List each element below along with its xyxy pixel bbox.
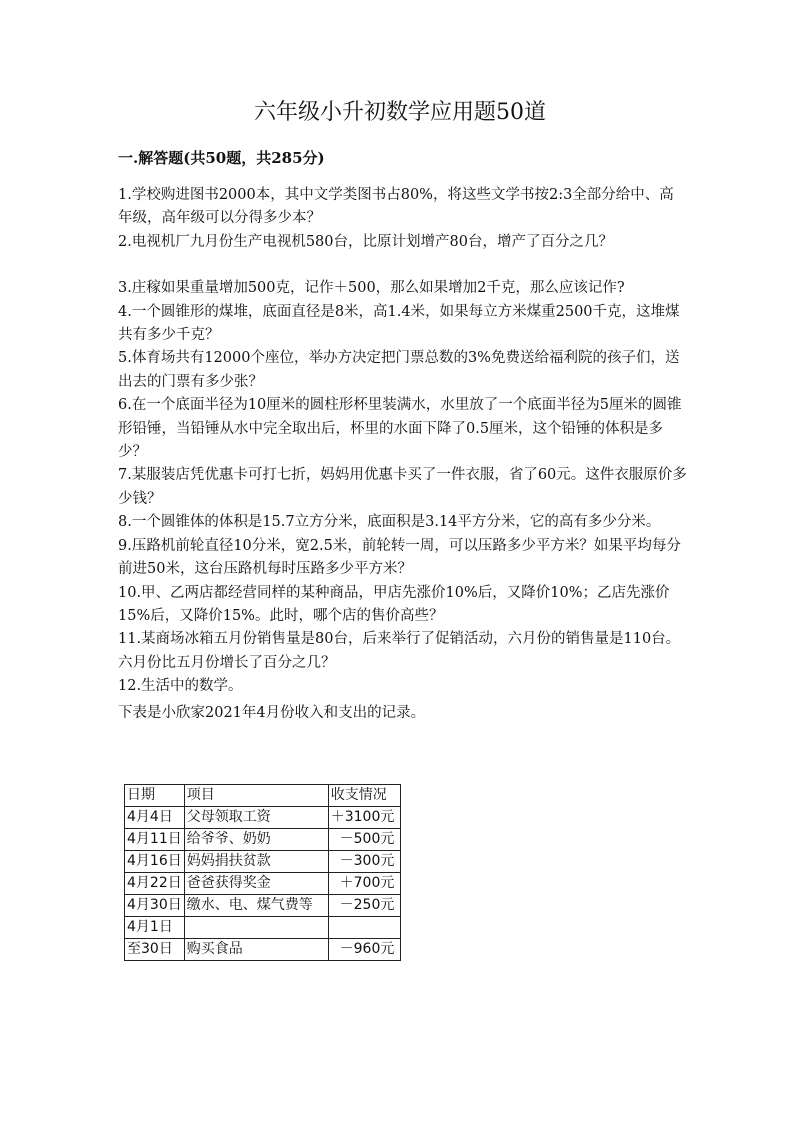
question-8: 8.一个圆锥体的体积是15.7立方分米，底面积是3.14平方分米，它的高有多少分米。 xyxy=(118,514,661,531)
cell-date: 4月11日 xyxy=(125,829,185,851)
question-12: 12.生活中的数学。 xyxy=(118,678,243,695)
header-item: 项目 xyxy=(184,785,328,807)
table-intro: 下表是小欣家2021年4月份收入和支出的记录。 xyxy=(118,705,426,721)
question-9: 9.压路机前轮直径10分米，宽2.5米，前轮转一周，可以压路多少平方米？如果平均每分前进50米，这台压路机每时压路多少平方米？ xyxy=(118,537,681,578)
cell-amount xyxy=(328,917,401,939)
cell-date: 4月16日 xyxy=(125,851,185,873)
cell-item: 给爷爷、奶奶 xyxy=(184,829,328,851)
question-5: 5.体育场共有12000个座位，举办方决定把门票总数的3%免费送给福利院的孩子们，送出去的门票有多少张？ xyxy=(118,350,680,390)
cell-date: 至30日 xyxy=(125,939,185,961)
cell-amount: －250元 xyxy=(328,895,401,917)
question-2: 2.电视机厂九月份生产电视机580台，比原计划增产80台，增产了百分之几？ xyxy=(118,233,613,250)
table-row xyxy=(125,873,401,895)
cell-amount: －960元 xyxy=(328,939,401,961)
cell-item: 爸爸获得奖金 xyxy=(184,873,328,895)
cell-date: 4月4日 xyxy=(125,807,185,829)
question-7: 7.某服装店凭优惠卡可打七折，妈妈用优惠卡买了一件衣服，省了60元。这件衣服原价多少钱？ xyxy=(118,467,687,507)
question-4: 4.一个圆锥形的煤堆，底面直径是8米，高1.4米，如果每立方米煤重2500千克，这堆煤共有多少千克？ xyxy=(118,303,680,344)
cell-date: 4月30日 xyxy=(125,895,185,917)
income-expense-table xyxy=(124,784,401,961)
question-list xyxy=(118,184,688,699)
table-row xyxy=(125,917,401,939)
cell-amount: ＋700元 xyxy=(328,873,401,895)
table-header-row xyxy=(125,785,401,807)
section-heading: 一.解答题(共50题，共285分) xyxy=(118,149,325,167)
question-3: 3.庄稼如果重量增加500克，记作＋500，那么如果增加2千克，那么应该记作? xyxy=(118,280,625,297)
cell-item: 妈妈捐扶贫款 xyxy=(184,851,328,873)
table-row xyxy=(125,851,401,873)
table-row xyxy=(125,939,401,961)
question-11: 11.某商场冰箱五月份销售量是80台，后来举行了促销活动，六月份的销售量是110台。六月份比五月份增长了百分之几？ xyxy=(118,631,681,671)
table-row xyxy=(125,807,401,829)
question-6: 6.在一个底面半径为10厘米的圆柱形杯里装满水，水里放了一个底面半径为5厘米的圆锥形铅锤，当铅锤从水中完全取出后，杯里的水面下降了0.5厘米，这个铅锤的体积是多少？ xyxy=(118,397,682,461)
cell-date: 4月22日 xyxy=(125,873,185,895)
cell-date: 4月1日 xyxy=(125,917,185,939)
cell-item: 购买食品 xyxy=(184,939,328,961)
table-row xyxy=(125,895,401,917)
table-row xyxy=(125,829,401,851)
page-title: 六年级小升初数学应用题50道 xyxy=(254,100,546,125)
question-10: 10.甲、乙两店都经营同样的某种商品，甲店先涨价10%后，又降价10%；乙店先涨价15%后，又降价15%。此时，哪个店的售价高些？ xyxy=(118,584,670,624)
cell-item xyxy=(184,917,328,939)
cell-item: 缴水、电、煤气费等 xyxy=(184,895,328,917)
question-1: 1.学校购进图书2000本，其中文学类图书占80%，将这些文学书按2:3全部分给中、高年级，高年级可以分得多少本？ xyxy=(118,187,674,227)
header-date: 日期 xyxy=(125,785,185,807)
header-amount: 收支情况 xyxy=(328,785,401,807)
cell-amount: －300元 xyxy=(328,851,401,873)
cell-amount: －500元 xyxy=(328,829,401,851)
cell-item: 父母领取工资 xyxy=(184,807,328,829)
cell-amount: ＋3100元 xyxy=(328,807,401,829)
